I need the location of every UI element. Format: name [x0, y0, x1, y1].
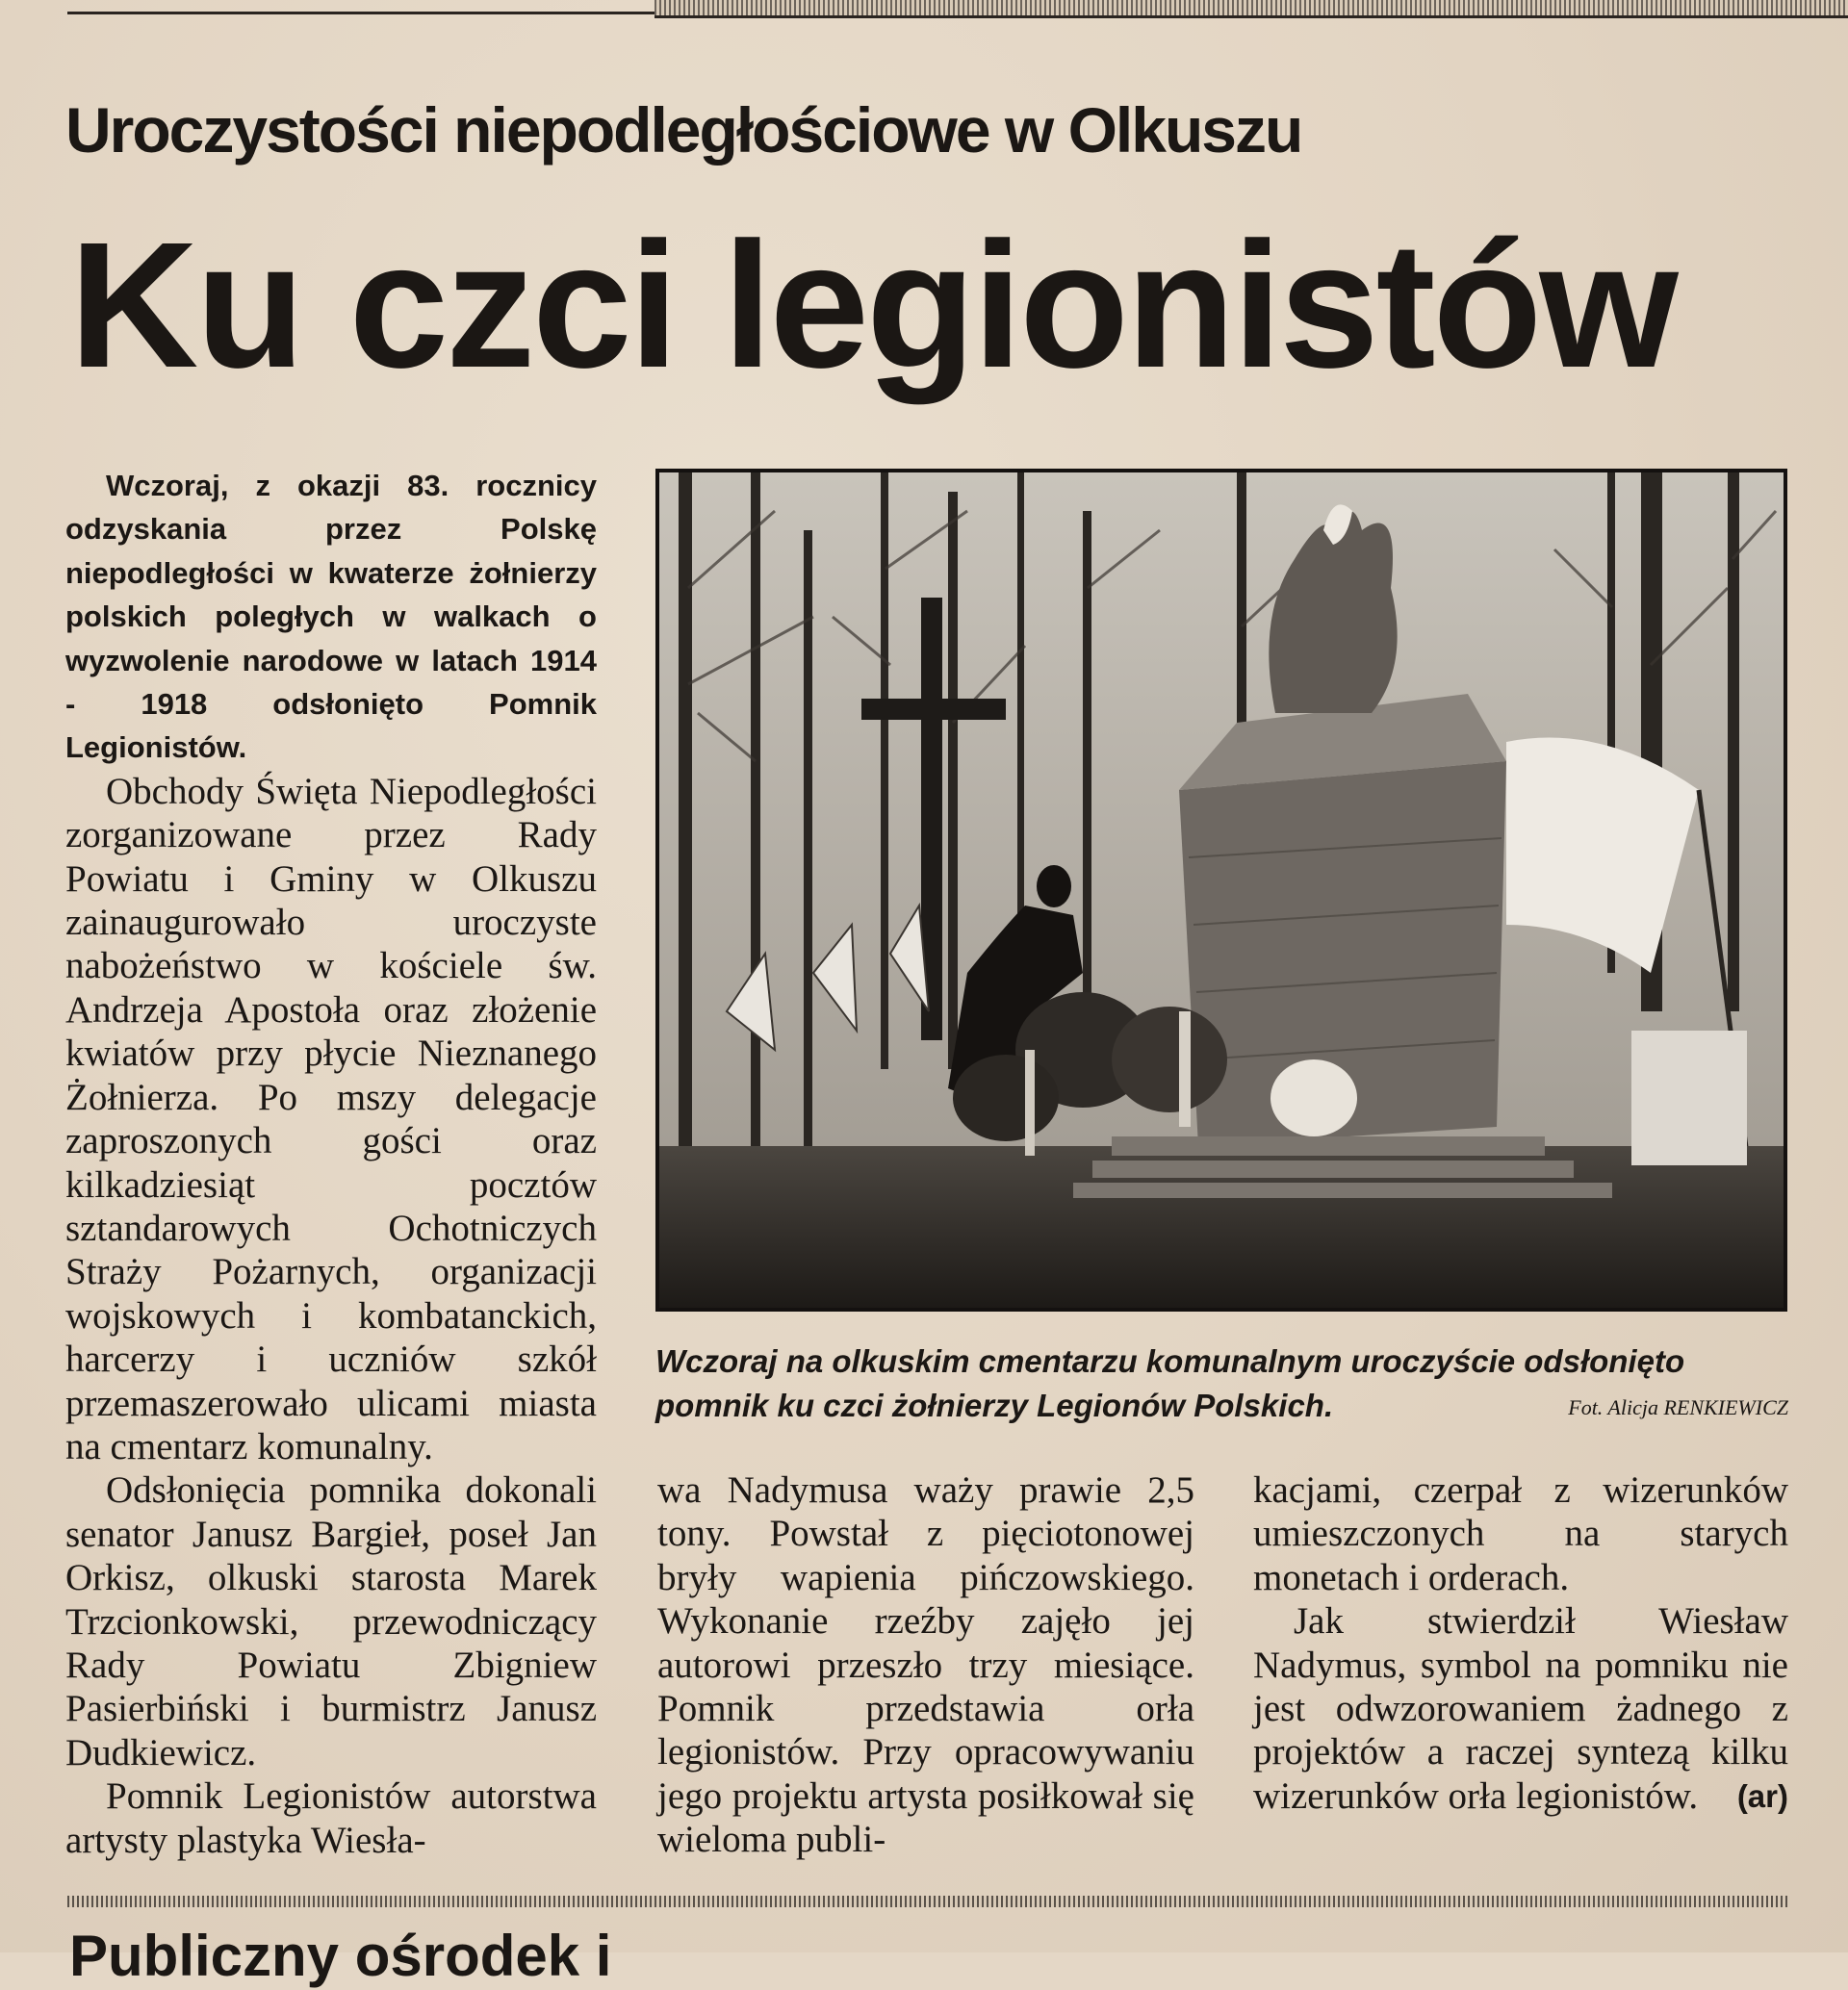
author-signature: (ar) [1736, 1778, 1788, 1815]
photo-caption-line-2: pomnik ku czci żołnierzy Legionów Polskich. [655, 1388, 1334, 1423]
article-paragraph: Obchody Święta Niepodległości zorganizowane przez Rady Powiatu i Gminy w Olkuszu zainaugurowało uroczyste nabożeństwo w kościele św. Andrzeja Apostoła oraz złożenie kwiatów przy płycie Nieznanego Żołnierza. Po mszy delegacje zaproszonych gości oraz kilkadziesiąt pocztów sztandarowych Ochotniczych Straży Pożarnych, organizacji wojskowych i kombatanckich, harcerzy i uczniów szkół przemaszerowało ulicami miasta na cmentarz komunalny. [65, 770, 597, 1467]
next-article-headline-fragment [69, 1923, 743, 1988]
article-paragraph: kacjami, czerpał z wizerunków umieszczonych na starych monetach i orderach. [1253, 1469, 1788, 1598]
top-rule [67, 12, 654, 14]
article-kicker: Uroczystości niepodległościowe w Olkuszu [65, 94, 1302, 166]
monument-photo [655, 469, 1787, 1312]
article-column-3 [1253, 1468, 1788, 1818]
article-lead: Wczoraj, z okazji 83. rocznicy odzyskania przez Polskę niepodległości w kwaterze żołnierzy polskich poległych w walkach o wyzwolenie narodowe w latach 1914 - 1918 odsłonięto Pomnik Legionistów. [65, 469, 597, 765]
article-column-2 [657, 1468, 1194, 1862]
article-headline: Ku czci legionistów [69, 206, 1676, 405]
photo-credit: Fot. Alicja RENKIEWICZ [1568, 1395, 1788, 1419]
next-article-headline: Publiczny ośrodek i [69, 1924, 612, 1988]
top-hatched-border [654, 0, 1848, 18]
article-paragraph: wa Nadymusa waży prawie 2,5 tony. Powstał z pięciotonowej bryły wapienia pińczowskiego. Wykonanie rzeźby zajęło jej autorowi przeszło trzy miesiące. Pomnik przedstawia orła legionistów. Przy opracowywaniu jego projektu artysta posiłkował się wieloma publi- [657, 1469, 1194, 1861]
monument-photo-illustration [659, 472, 1784, 1308]
article-paragraph: Pomnik Legionistów autorstwa artysty plastyka Wiesła- [65, 1775, 597, 1861]
article-paragraph: Jak stwierdził Wiesław Nadymus, symbol na pomniku nie jest odwzorowaniem żadnego z projektów a raczej syntezą kilku wizerunków orła legionistów. [1253, 1600, 1788, 1817]
article-paragraph: Odsłonięcia pomnika dokonali senator Janusz Bargieł, poseł Jan Orkisz, olkuski starosta Marek Trzcionkowski, przewodniczący Rady Powiatu Zbigniew Pasierbiński i burmistrz Janusz Dudkiewicz. [65, 1469, 597, 1773]
bottom-hatched-border [67, 1896, 1790, 1907]
photo-caption-line-1: Wczoraj na olkuskim cmentarzu komunalnym uroczyście odsłonięto [655, 1343, 1685, 1379]
article-column-1 [65, 464, 597, 1862]
